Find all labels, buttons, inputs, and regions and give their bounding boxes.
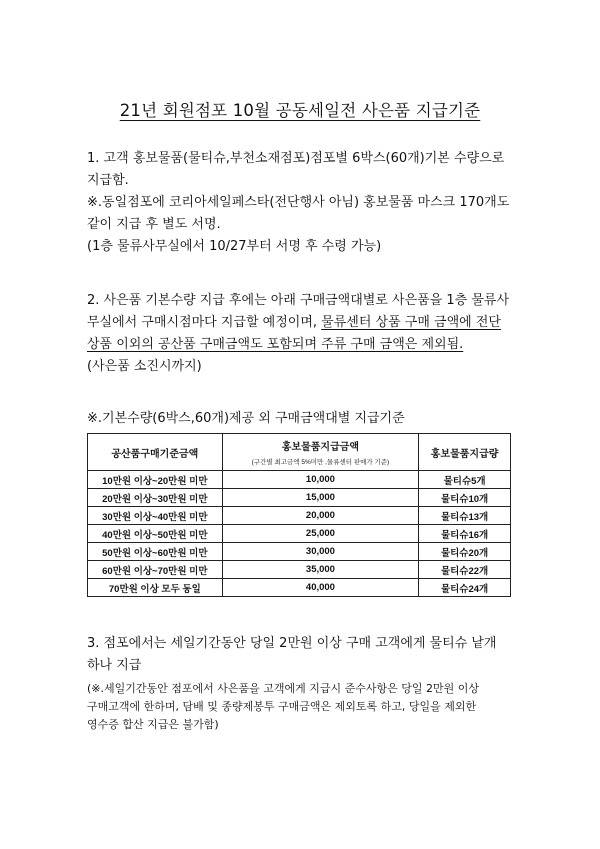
section-2-line [87, 312, 527, 334]
table-row [88, 489, 511, 507]
cell-quantity: 물티슈13개 [419, 507, 511, 525]
cell-amount: 20,000 [222, 507, 419, 525]
header-gift-amount-label: 홍보물품지급금액 [281, 442, 360, 453]
table-caption-text: ※.기본수량(6박스,60개)제공 외 구매금액대별 지급기준 [87, 411, 405, 426]
table-row [88, 507, 511, 525]
header-purchase-amount: 공산품구매기준금액 [88, 434, 223, 471]
table-caption [87, 408, 527, 430]
header-gift-quantity: 홍보물품지급량 [419, 434, 511, 471]
cell-range: 10만원 이상~20만원 미만 [88, 471, 223, 489]
section-3 [87, 633, 527, 677]
section-2-line: 2. 사은품 기본수량 지급 후에는 아래 구매금액대별로 사은품을 1층 물류사 [87, 293, 510, 308]
document-title [0, 97, 600, 121]
section-3-note [87, 680, 527, 734]
section-2-line: (사은품 소진시까지) [87, 359, 202, 374]
section-2-line2-underlined: 물류센터 상품 구매 금액에 전단 [321, 315, 501, 330]
section-1-line: (1층 물류사무실에서 10/27부터 서명 후 수령 가능) [87, 239, 382, 254]
section-1-line: 1. 고객 홍보물품(물티슈,부천소재점포)점포별 6박스(60개)기본 수량으로 [87, 151, 505, 166]
section-2-line2-text: 무실에서 구매시점마다 지급할 예정이며, [87, 315, 322, 330]
cell-range: 70만원 이상 모두 동일 [88, 579, 223, 597]
header-gift-amount-note: (구간별 최고금액 5%미만 ,물류센터 판매가 기준) [251, 459, 390, 466]
header-gift-amount [222, 434, 419, 471]
cell-quantity: 물티슈24개 [419, 579, 511, 597]
table-row [88, 471, 511, 489]
section-3-note-line: 구매고객에 한하며, 담배 및 종량제봉투 구매금액은 제외토록 하고, 당일을 제외한 [87, 700, 477, 713]
section-2-line [87, 334, 527, 356]
table-row [88, 561, 511, 579]
cell-range: 50만원 이상~60만원 미만 [88, 543, 223, 561]
cell-amount: 30,000 [222, 543, 419, 561]
cell-quantity: 물티슈5개 [419, 471, 511, 489]
cell-amount: 10,000 [222, 471, 419, 489]
cell-amount: 40,000 [222, 579, 419, 597]
section-2 [87, 290, 527, 378]
section-1 [87, 148, 527, 258]
section-3-note-line: 영수증 합산 지급은 불가함) [87, 718, 219, 731]
document-title-text: 21년 회원점포 10월 공동세일전 사은품 지급기준 [119, 101, 481, 120]
cell-quantity: 물티슈20개 [419, 543, 511, 561]
section-3-note-line: (※.세일기간동안 점포에서 사은품을 고객에게 지급시 준수사항은 당일 2만원 이상 [87, 682, 480, 695]
table-row [88, 525, 511, 543]
cell-range: 40만원 이상~50만원 미만 [88, 525, 223, 543]
cell-amount: 35,000 [222, 561, 419, 579]
section-3-line: 하나 지급 [87, 658, 142, 673]
section-2-line3-underlined: 상품 이외의 공산품 구매금액도 포함되며 주류 구매 금액은 제외됨. [87, 337, 464, 352]
table-row [88, 579, 511, 597]
cell-quantity: 물티슈10개 [419, 489, 511, 507]
cell-quantity: 물티슈16개 [419, 525, 511, 543]
cell-range: 20만원 이상~30만원 미만 [88, 489, 223, 507]
section-1-line: ※.동일점포에 코리아세일페스타(전단행사 아님) 홍보물품 마스크 170개도 [87, 195, 510, 210]
table-row [88, 543, 511, 561]
gift-criteria-table [87, 433, 511, 597]
cell-range: 30만원 이상~40만원 미만 [88, 507, 223, 525]
section-1-line: 같이 지급 후 별도 서명. [87, 217, 221, 232]
table-header-row [88, 434, 511, 471]
section-1-line: 지급함. [87, 173, 129, 188]
cell-amount: 15,000 [222, 489, 419, 507]
cell-quantity: 물티슈22개 [419, 561, 511, 579]
cell-amount: 25,000 [222, 525, 419, 543]
section-3-line: 3. 점포에서는 세일기간동안 당일 2만원 이상 구매 고객에게 물티슈 낱개 [87, 636, 497, 651]
cell-range: 60만원 이상~70만원 미만 [88, 561, 223, 579]
